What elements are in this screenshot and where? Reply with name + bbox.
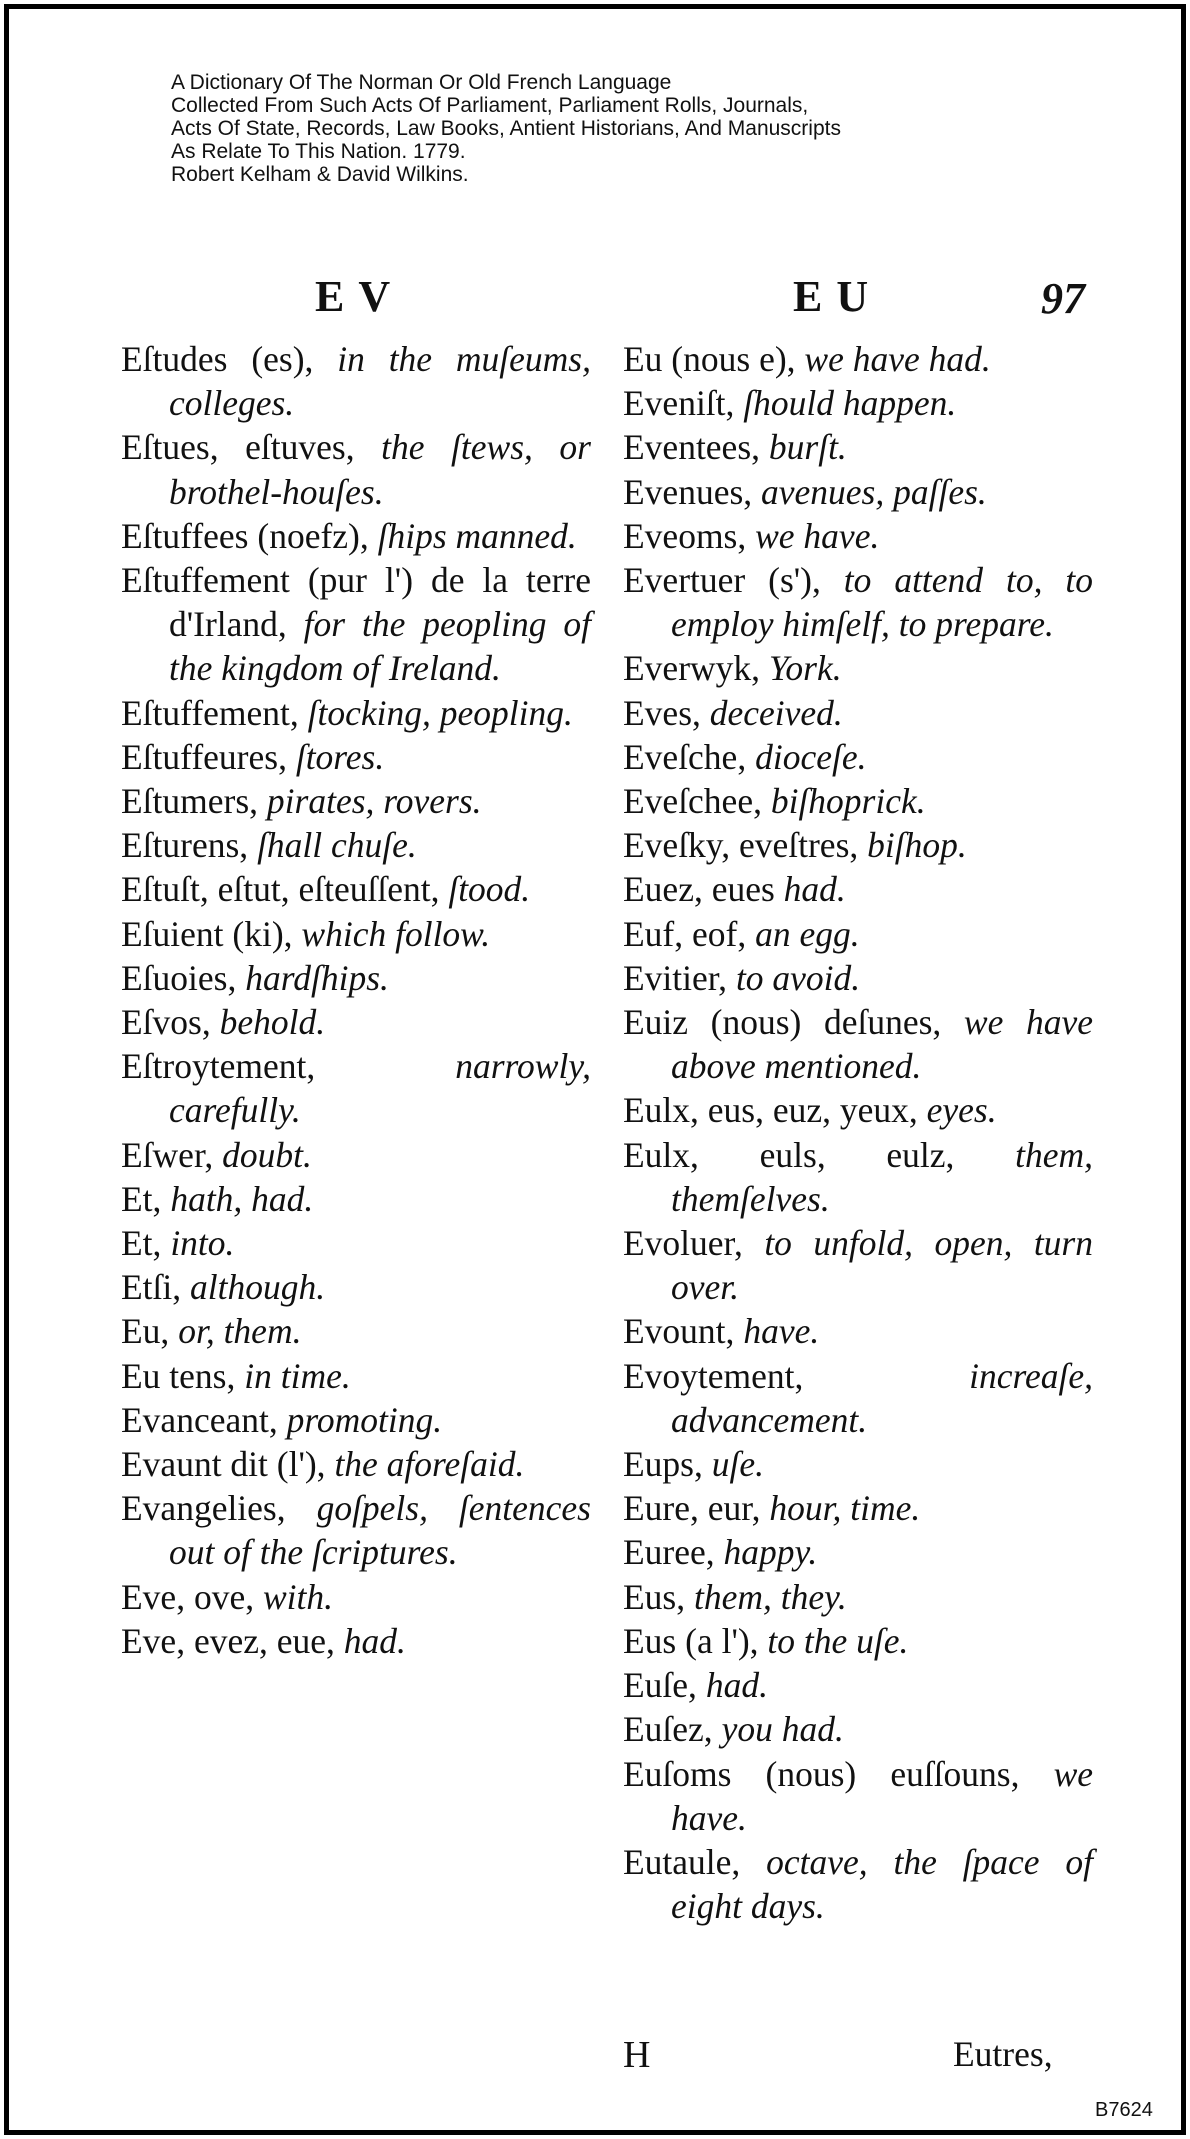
headword: Evount, bbox=[623, 1311, 744, 1352]
definition: biſhop. bbox=[867, 825, 967, 866]
dictionary-entry bbox=[121, 912, 591, 956]
headword: Eſtroytement, bbox=[121, 1046, 456, 1087]
headword: Evanceant, bbox=[121, 1399, 287, 1440]
definition: narrowly, carefully. bbox=[169, 1046, 591, 1131]
running-head-right: EU bbox=[793, 272, 883, 321]
definition: we have. bbox=[671, 1753, 1093, 1838]
definition: in time. bbox=[244, 1355, 351, 1396]
definition: ſhips manned. bbox=[377, 515, 577, 556]
definition: ſhould happen. bbox=[743, 383, 957, 424]
dictionary-entry bbox=[121, 425, 591, 513]
citation-line: Robert Kelham & David Wilkins. bbox=[171, 163, 469, 186]
definition: to attend to, to employ himſelf, to prepare. bbox=[671, 560, 1093, 645]
dictionary-entry bbox=[623, 1000, 1093, 1088]
headword: Eus, bbox=[623, 1576, 694, 1617]
dictionary-entry bbox=[121, 1575, 591, 1619]
headword: Eventees, bbox=[623, 427, 769, 468]
dictionary-entry bbox=[623, 1133, 1093, 1221]
dictionary-entry bbox=[623, 779, 1093, 823]
citation-line: A Dictionary Of The Norman Or Old French Language bbox=[171, 71, 672, 94]
headword: Etſi, bbox=[121, 1267, 191, 1308]
headword: Evoytement, bbox=[623, 1355, 970, 1396]
definition: for the peopling of the kingdom of Ireland. bbox=[169, 604, 591, 689]
headword: Eſtudes (es), bbox=[121, 339, 338, 379]
headword: Eveſky, eveſtres, bbox=[623, 825, 868, 866]
headword: Euiz (nous) deſunes, bbox=[623, 1002, 964, 1043]
dictionary-entry bbox=[623, 735, 1093, 779]
definition: ſtocking, peopling. bbox=[307, 692, 573, 733]
headword: Eups, bbox=[623, 1444, 712, 1485]
dictionary-entry bbox=[121, 1221, 591, 1265]
dictionary-entry bbox=[121, 1000, 591, 1044]
dictionary-entry bbox=[623, 381, 1093, 425]
dictionary-entry bbox=[121, 1044, 591, 1132]
definition: to avoid. bbox=[735, 957, 861, 998]
definition: to unfold, open, turn over. bbox=[671, 1223, 1093, 1308]
headword: Eus (a l'), bbox=[623, 1620, 768, 1661]
dictionary-entry bbox=[623, 1707, 1093, 1751]
citation-line: As Relate To This Nation. 1779. bbox=[171, 140, 466, 163]
dictionary-entry bbox=[623, 558, 1093, 646]
headword: Eve, evez, eue, bbox=[121, 1620, 344, 1661]
headword: Everwyk, bbox=[623, 648, 769, 689]
headword: Eſtumers, bbox=[121, 781, 267, 822]
definition: the aforeſaid. bbox=[334, 1444, 525, 1485]
page-frame bbox=[4, 4, 1186, 2135]
dictionary-entry bbox=[623, 912, 1093, 956]
headword: Euſez, bbox=[623, 1709, 722, 1750]
headword: Euſoms (nous) euſſouns, bbox=[623, 1753, 1054, 1794]
headword: Eu tens, bbox=[121, 1355, 245, 1396]
citation-line: Acts Of State, Records, Law Books, Antient Historians, And Manuscripts bbox=[171, 117, 841, 140]
headword: Euſe, bbox=[623, 1665, 706, 1706]
dictionary-entry bbox=[623, 1663, 1093, 1707]
headword: Et, bbox=[121, 1223, 171, 1264]
definition: promoting. bbox=[286, 1399, 443, 1440]
headword: Euree, bbox=[623, 1532, 724, 1573]
definition: doubt. bbox=[222, 1134, 312, 1175]
dictionary-entry bbox=[623, 867, 1093, 911]
headword: Eſuient (ki), bbox=[121, 913, 302, 954]
definition: in the muſeums, colleges. bbox=[169, 339, 591, 424]
definition: have. bbox=[743, 1311, 820, 1352]
headword: Evitier, bbox=[623, 957, 736, 998]
dictionary-entry bbox=[623, 1575, 1093, 1619]
definition: deceived. bbox=[709, 692, 843, 733]
dictionary-entry bbox=[121, 823, 591, 867]
catchword: Eutres, bbox=[953, 2034, 1053, 2074]
definition: increaſe, advancement. bbox=[671, 1355, 1093, 1440]
dictionary-entry bbox=[623, 1752, 1093, 1840]
definition: which follow. bbox=[301, 913, 491, 954]
dictionary-entry bbox=[623, 1221, 1093, 1309]
headword: Eulx, eus, euz, yeux, bbox=[623, 1090, 927, 1131]
headword: Evertuer (s'), bbox=[623, 560, 844, 601]
dictionary-entry bbox=[623, 823, 1093, 867]
definition: had. bbox=[705, 1665, 768, 1706]
headword: Eſtues, eſtuves, bbox=[121, 427, 382, 468]
definition: we have above mentioned. bbox=[671, 1002, 1093, 1087]
definition: eyes. bbox=[926, 1090, 997, 1131]
headword: Eu (nous e), bbox=[623, 339, 805, 379]
dictionary-entry bbox=[623, 691, 1093, 735]
headword: Eutaule, bbox=[623, 1841, 767, 1882]
headword: Eure, eur, bbox=[623, 1488, 770, 1529]
headword: Eulx, euls, eulz, bbox=[623, 1134, 1016, 1175]
definition: octave, the ſpace of eight days. bbox=[671, 1841, 1093, 1927]
dictionary-entry bbox=[121, 514, 591, 558]
definition: hath, had. bbox=[170, 1178, 314, 1219]
definition: you had. bbox=[721, 1709, 844, 1750]
headword: Eſvos, bbox=[121, 1002, 220, 1043]
headword: Eſturens, bbox=[121, 825, 258, 866]
definition: into. bbox=[170, 1223, 235, 1264]
left-column bbox=[121, 337, 591, 1663]
headword: Evaunt dit (l'), bbox=[121, 1444, 335, 1485]
headword: Eveoms, bbox=[623, 515, 756, 556]
definition: York. bbox=[768, 648, 842, 689]
definition: biſhoprick. bbox=[770, 781, 926, 822]
definition: although. bbox=[190, 1267, 326, 1308]
dictionary-entry bbox=[623, 646, 1093, 690]
definition: the ſtews, or brothel-houſes. bbox=[169, 427, 591, 512]
running-head-left: EV bbox=[315, 272, 405, 321]
page-number: 97 bbox=[1041, 274, 1085, 323]
definition: or, them. bbox=[178, 1311, 302, 1352]
definition: an egg. bbox=[755, 913, 860, 954]
dictionary-entry bbox=[623, 956, 1093, 1000]
headword: Et, bbox=[121, 1178, 171, 1219]
dictionary-entry bbox=[121, 1619, 591, 1663]
headword: Eſuoies, bbox=[121, 957, 246, 998]
dictionary-entry bbox=[623, 1530, 1093, 1574]
headword: Eve, ove, bbox=[121, 1576, 263, 1617]
dictionary-entry bbox=[623, 1309, 1093, 1353]
headword: Eſtuffeures, bbox=[121, 736, 296, 777]
definition: had. bbox=[343, 1620, 406, 1661]
headword: Eveſche, bbox=[623, 736, 756, 777]
headword: Eſtuffement, bbox=[121, 692, 308, 733]
dictionary-entry bbox=[121, 1177, 591, 1221]
definition: avenues, paſſes. bbox=[761, 471, 987, 512]
right-column bbox=[623, 337, 1093, 1928]
dictionary-entry bbox=[121, 956, 591, 1000]
dictionary-entry bbox=[623, 1840, 1093, 1928]
headword: Eveſchee, bbox=[623, 781, 771, 822]
dictionary-entry bbox=[623, 1619, 1093, 1663]
dictionary-entry bbox=[121, 1133, 591, 1177]
definition: goſpels, ſentences out of the ſcriptures. bbox=[169, 1488, 591, 1573]
definition: uſe. bbox=[711, 1444, 764, 1485]
definition: hour, time. bbox=[769, 1488, 921, 1529]
headword: Euf, eof, bbox=[623, 913, 756, 954]
headword: Eſwer, bbox=[121, 1134, 223, 1175]
dictionary-entry bbox=[623, 1354, 1093, 1442]
definition: burſt. bbox=[768, 427, 847, 468]
headword: Evoluer, bbox=[623, 1223, 765, 1264]
dictionary-entry bbox=[623, 470, 1093, 514]
dictionary-entry bbox=[121, 1309, 591, 1353]
dictionary-entry bbox=[623, 337, 1093, 381]
definition: dioceſe. bbox=[755, 736, 867, 777]
headword: Evangelies, bbox=[121, 1488, 317, 1529]
definition: had. bbox=[783, 869, 846, 910]
dictionary-entry bbox=[623, 1088, 1093, 1132]
definition: happy. bbox=[723, 1532, 818, 1573]
definition: with. bbox=[262, 1576, 333, 1617]
archive-stamp: B7624 bbox=[1095, 2099, 1153, 2121]
definition: to the uſe. bbox=[767, 1620, 909, 1661]
headword: Eſtuffees (noefz), bbox=[121, 515, 378, 556]
headword: Eves, bbox=[623, 692, 710, 733]
dictionary-entry bbox=[121, 1398, 591, 1442]
headword: Eveniſt, bbox=[623, 383, 744, 424]
citation-line: Collected From Such Acts Of Parliament, Parliament Rolls, Journals, bbox=[171, 94, 809, 117]
dictionary-entry bbox=[623, 425, 1093, 469]
dictionary-entry bbox=[121, 1442, 591, 1486]
headword: Eu, bbox=[121, 1311, 179, 1352]
dictionary-entry bbox=[121, 1354, 591, 1398]
definition: them, themſelves. bbox=[671, 1134, 1093, 1219]
headword: Evenues, bbox=[623, 471, 762, 512]
dictionary-entry bbox=[121, 735, 591, 779]
headword: Eſtuffement (pur l') de la terre d'Irland, bbox=[121, 560, 591, 645]
dictionary-entry bbox=[623, 514, 1093, 558]
definition: behold. bbox=[219, 1002, 326, 1043]
definition: ſtores. bbox=[295, 736, 385, 777]
citation-block bbox=[171, 71, 841, 186]
dictionary-entry bbox=[121, 867, 591, 911]
definition: we have had. bbox=[804, 339, 991, 379]
definition: pirates, rovers. bbox=[266, 781, 482, 822]
dictionary-entry bbox=[623, 1442, 1093, 1486]
dictionary-entry bbox=[121, 691, 591, 735]
definition: them, they. bbox=[694, 1576, 847, 1617]
definition: ſtood. bbox=[448, 869, 531, 910]
definition: hardſhips. bbox=[245, 957, 389, 998]
dictionary-entry bbox=[623, 1486, 1093, 1530]
headword: Eſtuſt, eſtut, eſteuſſent, bbox=[121, 869, 449, 910]
definition: ſhall chuſe. bbox=[257, 825, 417, 866]
headword: Euez, eues bbox=[623, 869, 784, 910]
dictionary-entry bbox=[121, 1265, 591, 1309]
dictionary-entry bbox=[121, 337, 591, 425]
definition: we have. bbox=[755, 515, 880, 556]
dictionary-entry bbox=[121, 1486, 591, 1574]
dictionary-entry bbox=[121, 558, 591, 691]
dictionary-entry bbox=[121, 779, 591, 823]
signature-mark: H bbox=[623, 2034, 651, 2076]
